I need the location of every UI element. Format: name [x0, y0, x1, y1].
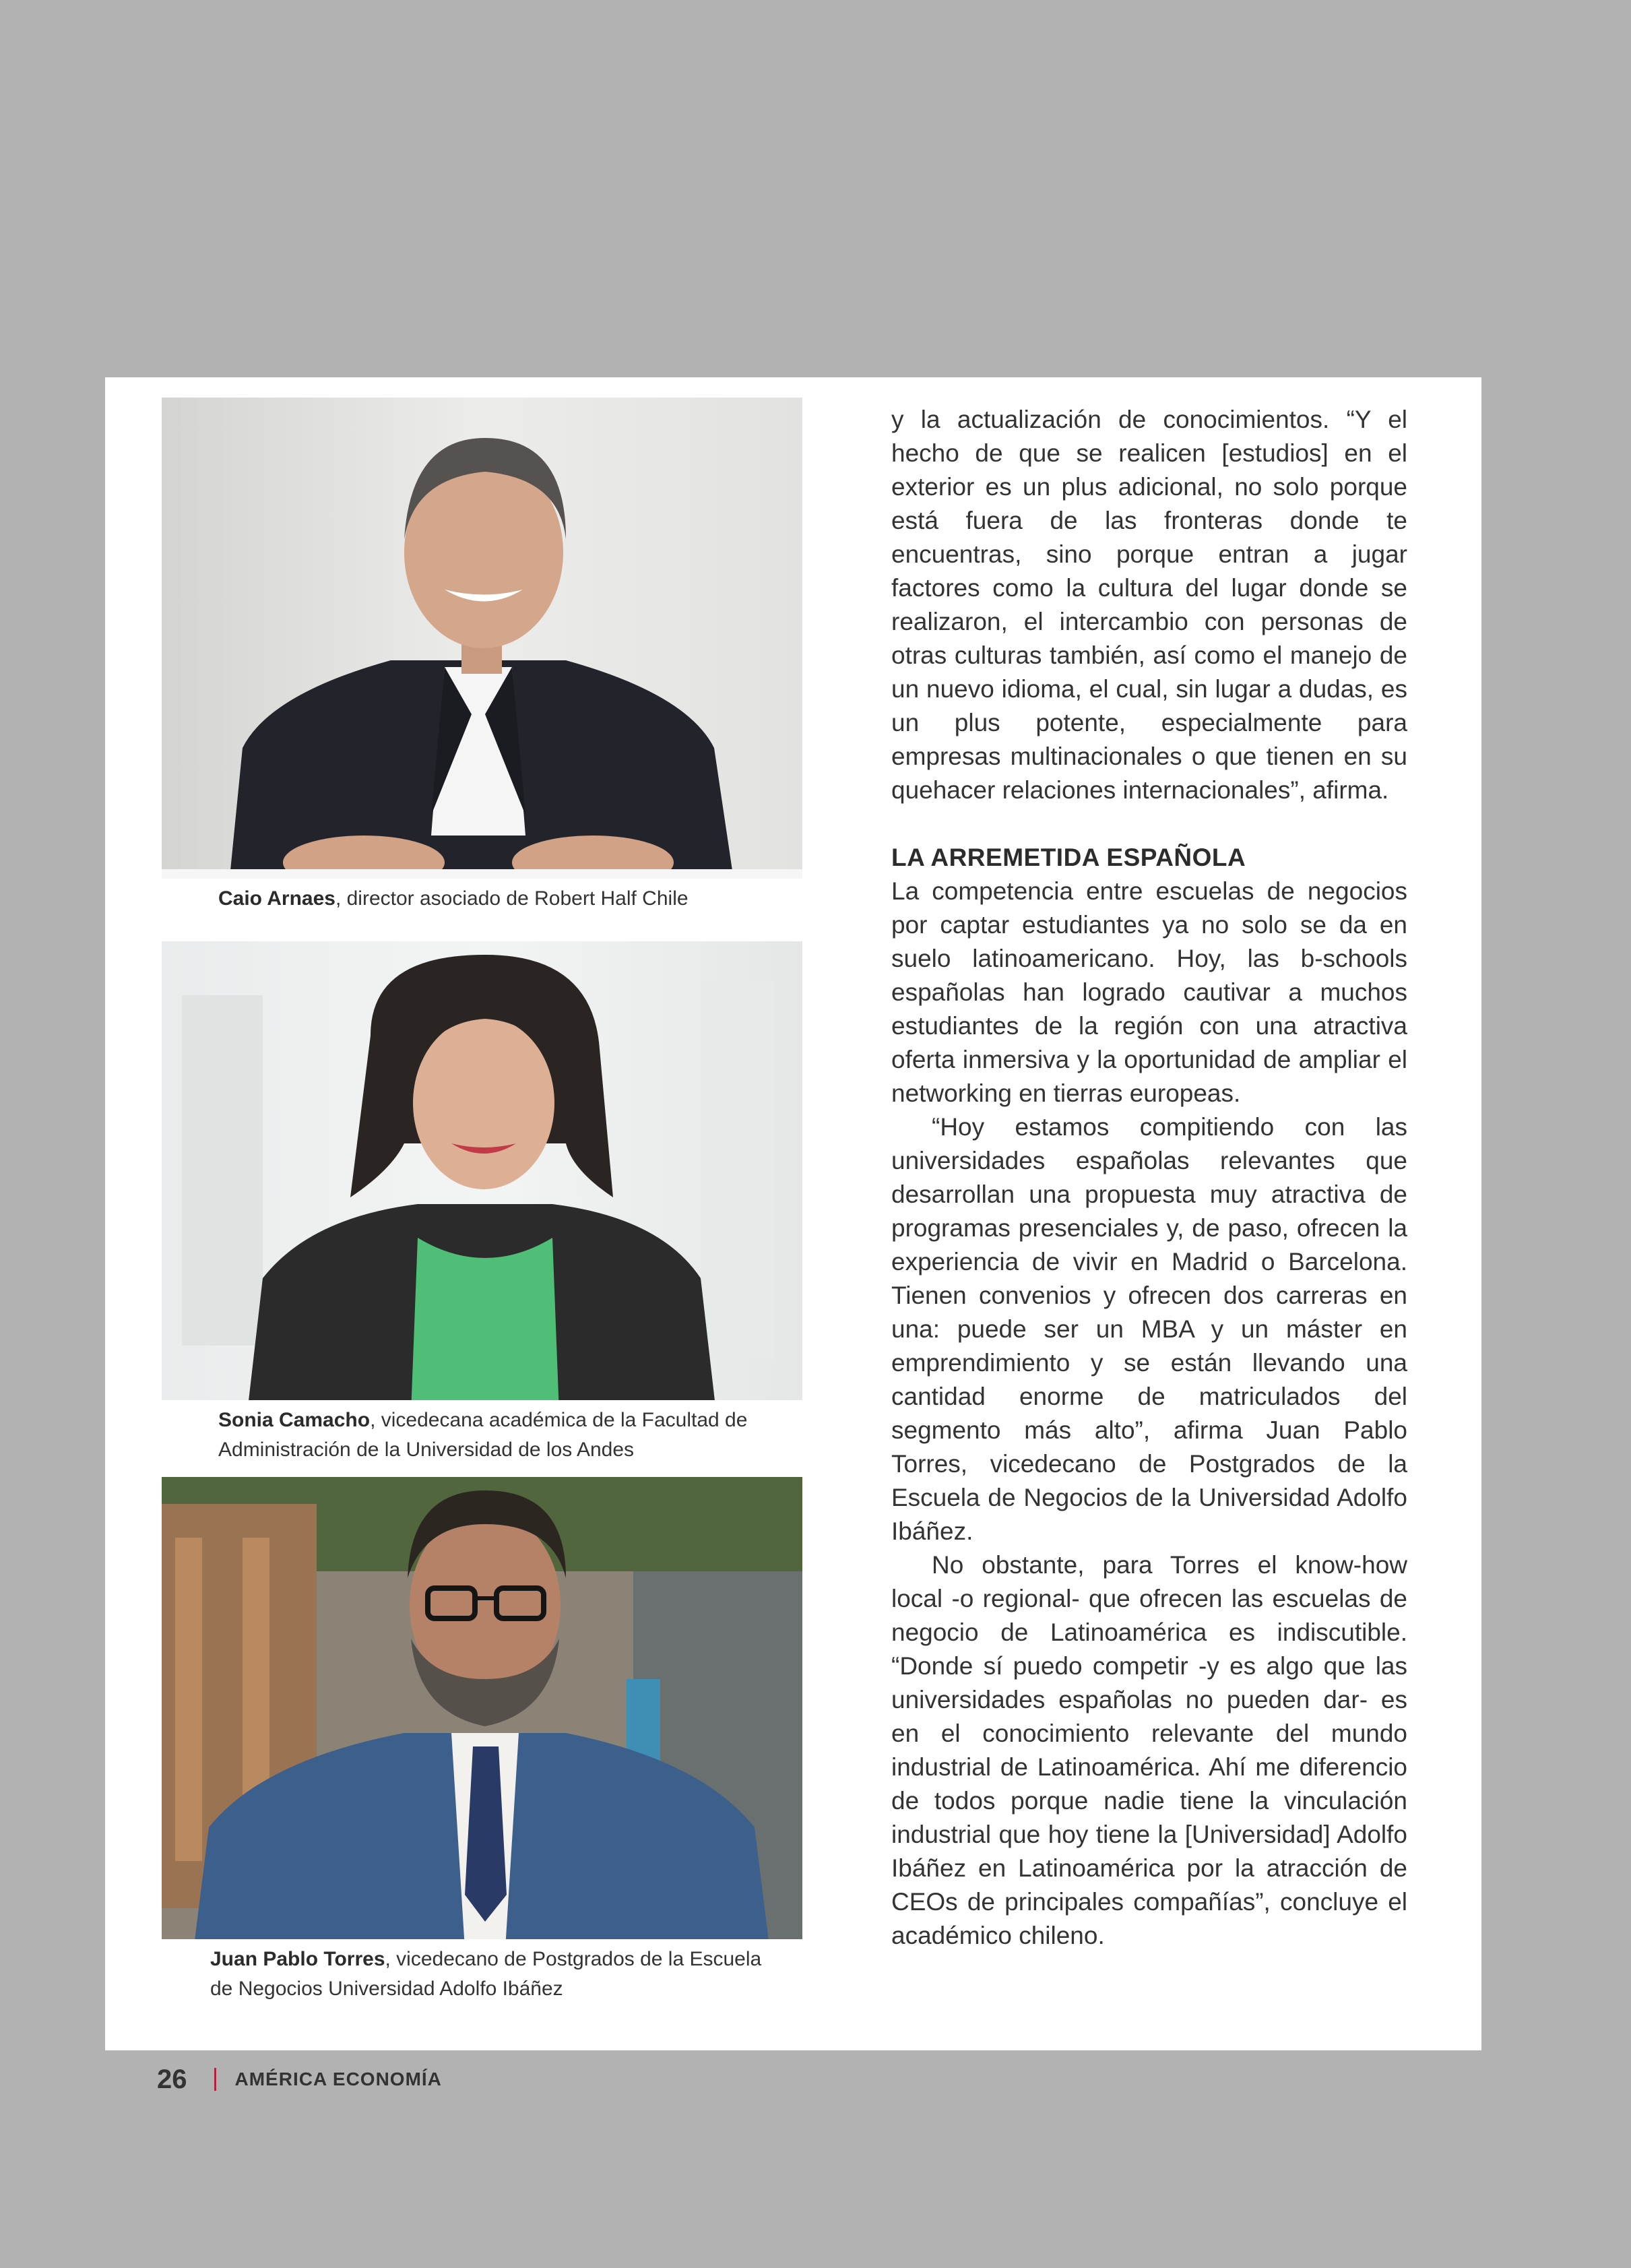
page-footer [157, 2062, 442, 2097]
photo-caption [162, 879, 802, 918]
caption-name: Juan Pablo Torres [210, 1948, 385, 1970]
caption-role: , vicedecana académica de la Facultad de Administración de la Universidad de los Andes [218, 1409, 748, 1461]
photo-caption [162, 1400, 802, 1469]
section-heading: LA ARREMETIDA ESPAÑOLA [891, 844, 1246, 871]
caption-name: Caio Arnaes [218, 887, 335, 910]
caption-role: , director asociado de Robert Half Chile [335, 887, 689, 910]
paragraph: y la actualización de conocimientos. “Y el hecho de que se realicen [estudios] en el exterior es un plus adicional, no solo porque está fuera de las fronteras donde te encuentras, sino porque entran a jugar factores como la cultura del lugar donde se realizaron, el intercambio con personas de otras culturas también, así como el manejo de un nuevo idioma, el cual, sin lugar a dudas, es un plus potente, especialmente para empresas multinacionales o que tienen en su quehacer relaciones internacionales”, afirma. [891, 406, 1407, 804]
paragraph: “Hoy estamos compitiendo con las universidades españolas relevantes que desarrollan una propuesta muy atractiva de programas presenciales y, de paso, ofrecen la experiencia de vivir en Madrid o Barcelona. Tienen convenios y ofrecen dos carreras en una: puede ser un MBA y un máster en emprendimiento y se están llevando una cantidad enorme de matriculados del segmento más alto”, afirma Juan Pablo Torres, vicedecano de Postgrados de la Escuela de Negocios de la Universidad Adolfo Ibáñez. [891, 1113, 1407, 1545]
caption-name: Sonia Camacho [218, 1409, 371, 1431]
photo-juan-pablo-torres [162, 1477, 802, 1989]
photo-sonia-camacho [162, 941, 802, 1453]
photo-caption [162, 1939, 810, 2008]
paragraph: No obstante, para Torres el know-how local -o regional- que ofrecen las escuelas de negocio de Latinoamérica es indiscutible. “Donde sí puedo competir -y es algo que las universidades españolas no pueden dar- es en el conocimiento relevante del mundo industrial de Latinoamérica. Ahí me diferencio de todos porque nadie tiene la vinculación industrial que hoy tiene la [Universidad] Adolfo Ibáñez en Latinoamérica por la atracción de CEOs de principales compañías”, concluye el académico chileno. [891, 1551, 1407, 1949]
article-body [891, 403, 1407, 1953]
paragraph: La competencia entre escuelas de negocios por captar estudiantes ya no solo se da en suelo latinoamericano. Hoy, las b-schools españolas han logrado cautivar a muchos estudiantes de la región con una atractiva oferta inmersiva y la oportunidad de ampliar el networking en tierras europeas. [891, 877, 1407, 1107]
footer-divider [214, 2068, 216, 2091]
caption-role: , vicedecano de Postgrados de la Escuela de Negocios Universidad Adolfo Ibáñez [210, 1948, 762, 2000]
magazine-name: AMÉRICA ECONOMÍA [234, 2069, 442, 2089]
photo-caio-arnaes [162, 398, 802, 884]
page-number: 26 [157, 2064, 187, 2094]
